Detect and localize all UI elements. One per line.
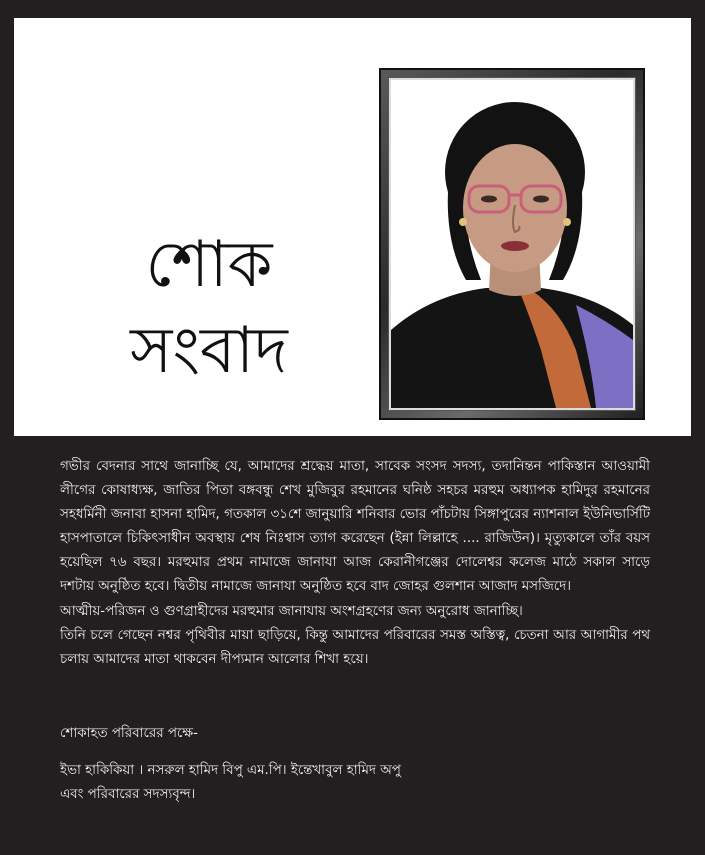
signature-names: ইভা হাকিকিয়া । নসরুল হামিদ বিপু এম.পি। ইন্তেখাবুল হামিদ অপু [60,763,401,778]
heading-line-1: শোক [145,228,273,302]
body-paragraph-3: তিনি চলে গেছেন নশ্বর পৃথিবীর মায়া ছাড়িয়ে, কিন্তু আমাদের পরিবারের সমস্ত অস্তিত্ব, চেতনা আর আগামীর পথ চলায় আমাদের মাতা থাকবেন দীপ্যমান আলোর শিখা হয়ে। [60,627,650,667]
body-paragraph-2: আত্মীয়-পরিজন ও গুণগ্রাহীদের মরহুমার জানাযায় অংশগ্রহণের জন্য অনুরোধ জানাচ্ছি। [60,603,523,619]
signature-family: এবং পরিবারের সদস্যবৃন্দ। [60,787,196,802]
portrait-photo [391,80,633,408]
signature-block [60,759,401,807]
portrait-frame [379,68,645,420]
heading-line-2: সংবাদ [130,314,288,388]
signature-lead: শোকাহত পরিবারের পক্ষে- [60,726,198,741]
header-panel [14,18,691,436]
obituary-body [60,455,650,672]
portrait-illustration [391,80,633,408]
obituary-heading [94,228,324,388]
body-paragraph-1: গভীর বেদনার সাথে জানাচ্ছি যে, আমাদের শ্রদ্ধেয় মাতা, সাবেক সংসদ সদস্য, তদানিন্তন পাকিস্তান আওয়ামী লীগের কোষাধ্যক্ষ, জাতির পিতা বঙ্গবন্ধু শেখ মুজিবুর রহমানের ঘনিষ্ঠ সহচর মরহুম অধ্যাপক হামিদুর রহমানের সহধর্মিনী জনাবা হাসনা হামিদ, গতকাল ৩১শে জানুয়ারি শনিবার ভোর পাঁচটায় সিঙ্গাপুরের ন্যাশনাল ইউনিভার্সিটি হাসপাতালে চিকিৎসাধীন অবস্থায় শেষ নিঃশ্বাস ত্যাগ করেছেন (ইন্না লিল্লাহে .... রাজিউন)। মৃত্যুকালে তাঁর বয়স হয়েছিল ৭৬ বছর। মরহুমার প্রথম নামাজে জানাযা আজ কেরানীগঞ্জের দোলেশ্বর কলেজ মাঠে সকাল সাড়ে দশটায় অনুষ্ঠিত হবে। দ্বিতীয় নামাজে জানাযা অনুষ্ঠিত হবে বাদ জোহর গুলশান আজাদ মসজিদে। [60,459,650,595]
